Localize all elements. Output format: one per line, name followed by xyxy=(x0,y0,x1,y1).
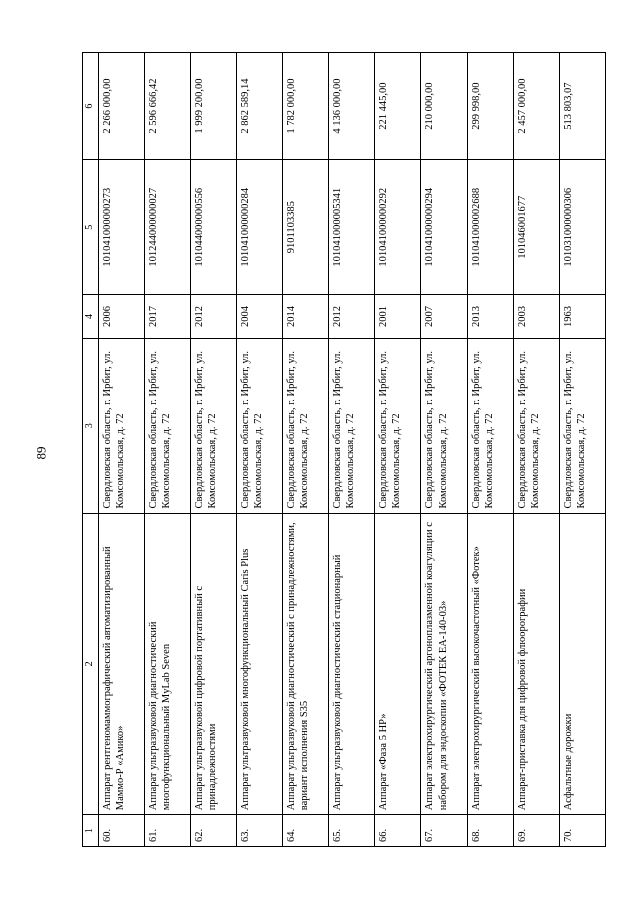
cell-value: 1 999 200,00 xyxy=(190,53,236,160)
cell-inventory-number: 101244000000027 xyxy=(144,160,190,295)
cell-number: 69. xyxy=(513,815,559,847)
cell-number: 65. xyxy=(329,815,375,847)
cell-inventory-number: 101041000000273 xyxy=(98,160,144,295)
cell-value: 2 457 000,00 xyxy=(513,53,559,160)
cell-value: 2 266 000,00 xyxy=(98,53,144,160)
cell-year: 2003 xyxy=(513,295,559,339)
page-number: 89 xyxy=(33,446,49,460)
cell-number: 66. xyxy=(375,815,421,847)
header-col-1: 1 xyxy=(83,815,99,847)
cell-address: Свердловская область, г. Ирбит, ул. Комсомольская, д. 72 xyxy=(98,338,144,513)
cell-address: Свердловская область, г. Ирбит, ул. Комсомольская, д. 72 xyxy=(236,338,282,513)
cell-address: Свердловская область, г. Ирбит, ул. Комсомольская, д. 72 xyxy=(421,338,467,513)
cell-year: 2007 xyxy=(421,295,467,339)
cell-name: Аппарат-приставка для цифровой флюорографии xyxy=(513,513,559,815)
cell-address: Свердловская область, г. Ирбит, ул. Комсомольская, д. 72 xyxy=(513,338,559,513)
cell-number: 60. xyxy=(98,815,144,847)
cell-value: 2 862 589,14 xyxy=(236,53,282,160)
header-col-6: 6 xyxy=(83,53,99,160)
cell-value: 1 782 000,00 xyxy=(283,53,329,160)
cell-number: 64. xyxy=(283,815,329,847)
cell-number: 61. xyxy=(144,815,190,847)
cell-year: 2012 xyxy=(190,295,236,339)
table-row xyxy=(329,53,375,847)
cell-year: 2013 xyxy=(467,295,513,339)
table-row xyxy=(467,53,513,847)
cell-value: 4 136 000,00 xyxy=(329,53,375,160)
table-row xyxy=(98,53,144,847)
cell-address: Свердловская область, г. Ирбит, ул. Комсомольская, д. 72 xyxy=(375,338,421,513)
table-row xyxy=(513,53,559,847)
cell-name: Аппарат ультразвуковой диагностический многофункциональный MyLab Seven xyxy=(144,513,190,815)
cell-number: 62. xyxy=(190,815,236,847)
cell-number: 67. xyxy=(421,815,467,847)
cell-inventory-number: 101046001677 xyxy=(513,160,559,295)
cell-year: 2017 xyxy=(144,295,190,339)
cell-name: Аппарат электрохирургический высокочастотный «Фотек» xyxy=(467,513,513,815)
header-col-2: 2 xyxy=(83,513,99,815)
cell-name: Аппарат ультразвуковой цифровой портативный с принадлежностями xyxy=(190,513,236,815)
header-col-4: 4 xyxy=(83,295,99,339)
cell-name: Аппарат ультразвуковой диагностический стационарный xyxy=(329,513,375,815)
cell-year: 2001 xyxy=(375,295,421,339)
cell-inventory-number: 101041000000292 xyxy=(375,160,421,295)
header-row xyxy=(83,53,99,847)
table-row xyxy=(283,53,329,847)
cell-number: 70. xyxy=(559,815,605,847)
cell-value: 221 445,00 xyxy=(375,53,421,160)
cell-name: Аппарат рентгеномаммографический автоматизированный Маммо-Р «Амико» xyxy=(98,513,144,815)
cell-year: 2006 xyxy=(98,295,144,339)
cell-address: Свердловская область, г. Ирбит, ул. Комсомольская, д. 72 xyxy=(144,338,190,513)
cell-year: 2012 xyxy=(329,295,375,339)
cell-number: 63. xyxy=(236,815,282,847)
cell-value: 210 000,00 xyxy=(421,53,467,160)
table-row xyxy=(375,53,421,847)
cell-inventory-number: 101041000002688 xyxy=(467,160,513,295)
cell-address: Свердловская область, г. Ирбит, ул. Комсомольская, д. 72 xyxy=(467,338,513,513)
table-row xyxy=(144,53,190,847)
cell-address: Свердловская область, г. Ирбит, ул. Комсомольская, д. 72 xyxy=(329,338,375,513)
property-table-rotated xyxy=(82,52,606,847)
cell-inventory-number: 101041000000284 xyxy=(236,160,282,295)
cell-name: Аппарат «Фаза 5 НР» xyxy=(375,513,421,815)
cell-inventory-number: 9101103385 xyxy=(283,160,329,295)
cell-address: Свердловская область, г. Ирбит, ул. Комсомольская, д. 72 xyxy=(283,338,329,513)
table-row xyxy=(236,53,282,847)
cell-name: Аппарат электрохирургический аргоноплазменной коагуляции с набором для эндоскопии «ФОТЕК ЕА-140-03» xyxy=(421,513,467,815)
table-row xyxy=(421,53,467,847)
header-col-5: 5 xyxy=(83,160,99,295)
table-row xyxy=(559,53,605,847)
property-table xyxy=(82,52,606,847)
cell-value: 513 803,07 xyxy=(559,53,605,160)
cell-address: Свердловская область, г. Ирбит, ул. Комсомольская, д. 72 xyxy=(190,338,236,513)
table-body xyxy=(98,53,606,847)
cell-year: 2014 xyxy=(283,295,329,339)
cell-inventory-number: 101031000000306 xyxy=(559,160,605,295)
cell-name: Аппарат ультразвуковой многофункциональный Caris Plus xyxy=(236,513,282,815)
cell-inventory-number: 101044000000556 xyxy=(190,160,236,295)
cell-inventory-number: 101041000000294 xyxy=(421,160,467,295)
header-col-3: 3 xyxy=(83,338,99,513)
cell-year: 1963 xyxy=(559,295,605,339)
cell-value: 299 998,00 xyxy=(467,53,513,160)
cell-value: 2 596 666,42 xyxy=(144,53,190,160)
table-header xyxy=(83,53,99,847)
table-row xyxy=(190,53,236,847)
cell-address: Свердловская область, г. Ирбит, ул. Комсомольская, д. 72 xyxy=(559,338,605,513)
cell-inventory-number: 101041000005341 xyxy=(329,160,375,295)
cell-name: Асфальтные дорожки xyxy=(559,513,605,815)
cell-number: 68. xyxy=(467,815,513,847)
cell-name: Аппарат ультразвуковой диагностический с принадлежностями, вариант исполнения S35 xyxy=(283,513,329,815)
cell-year: 2004 xyxy=(236,295,282,339)
